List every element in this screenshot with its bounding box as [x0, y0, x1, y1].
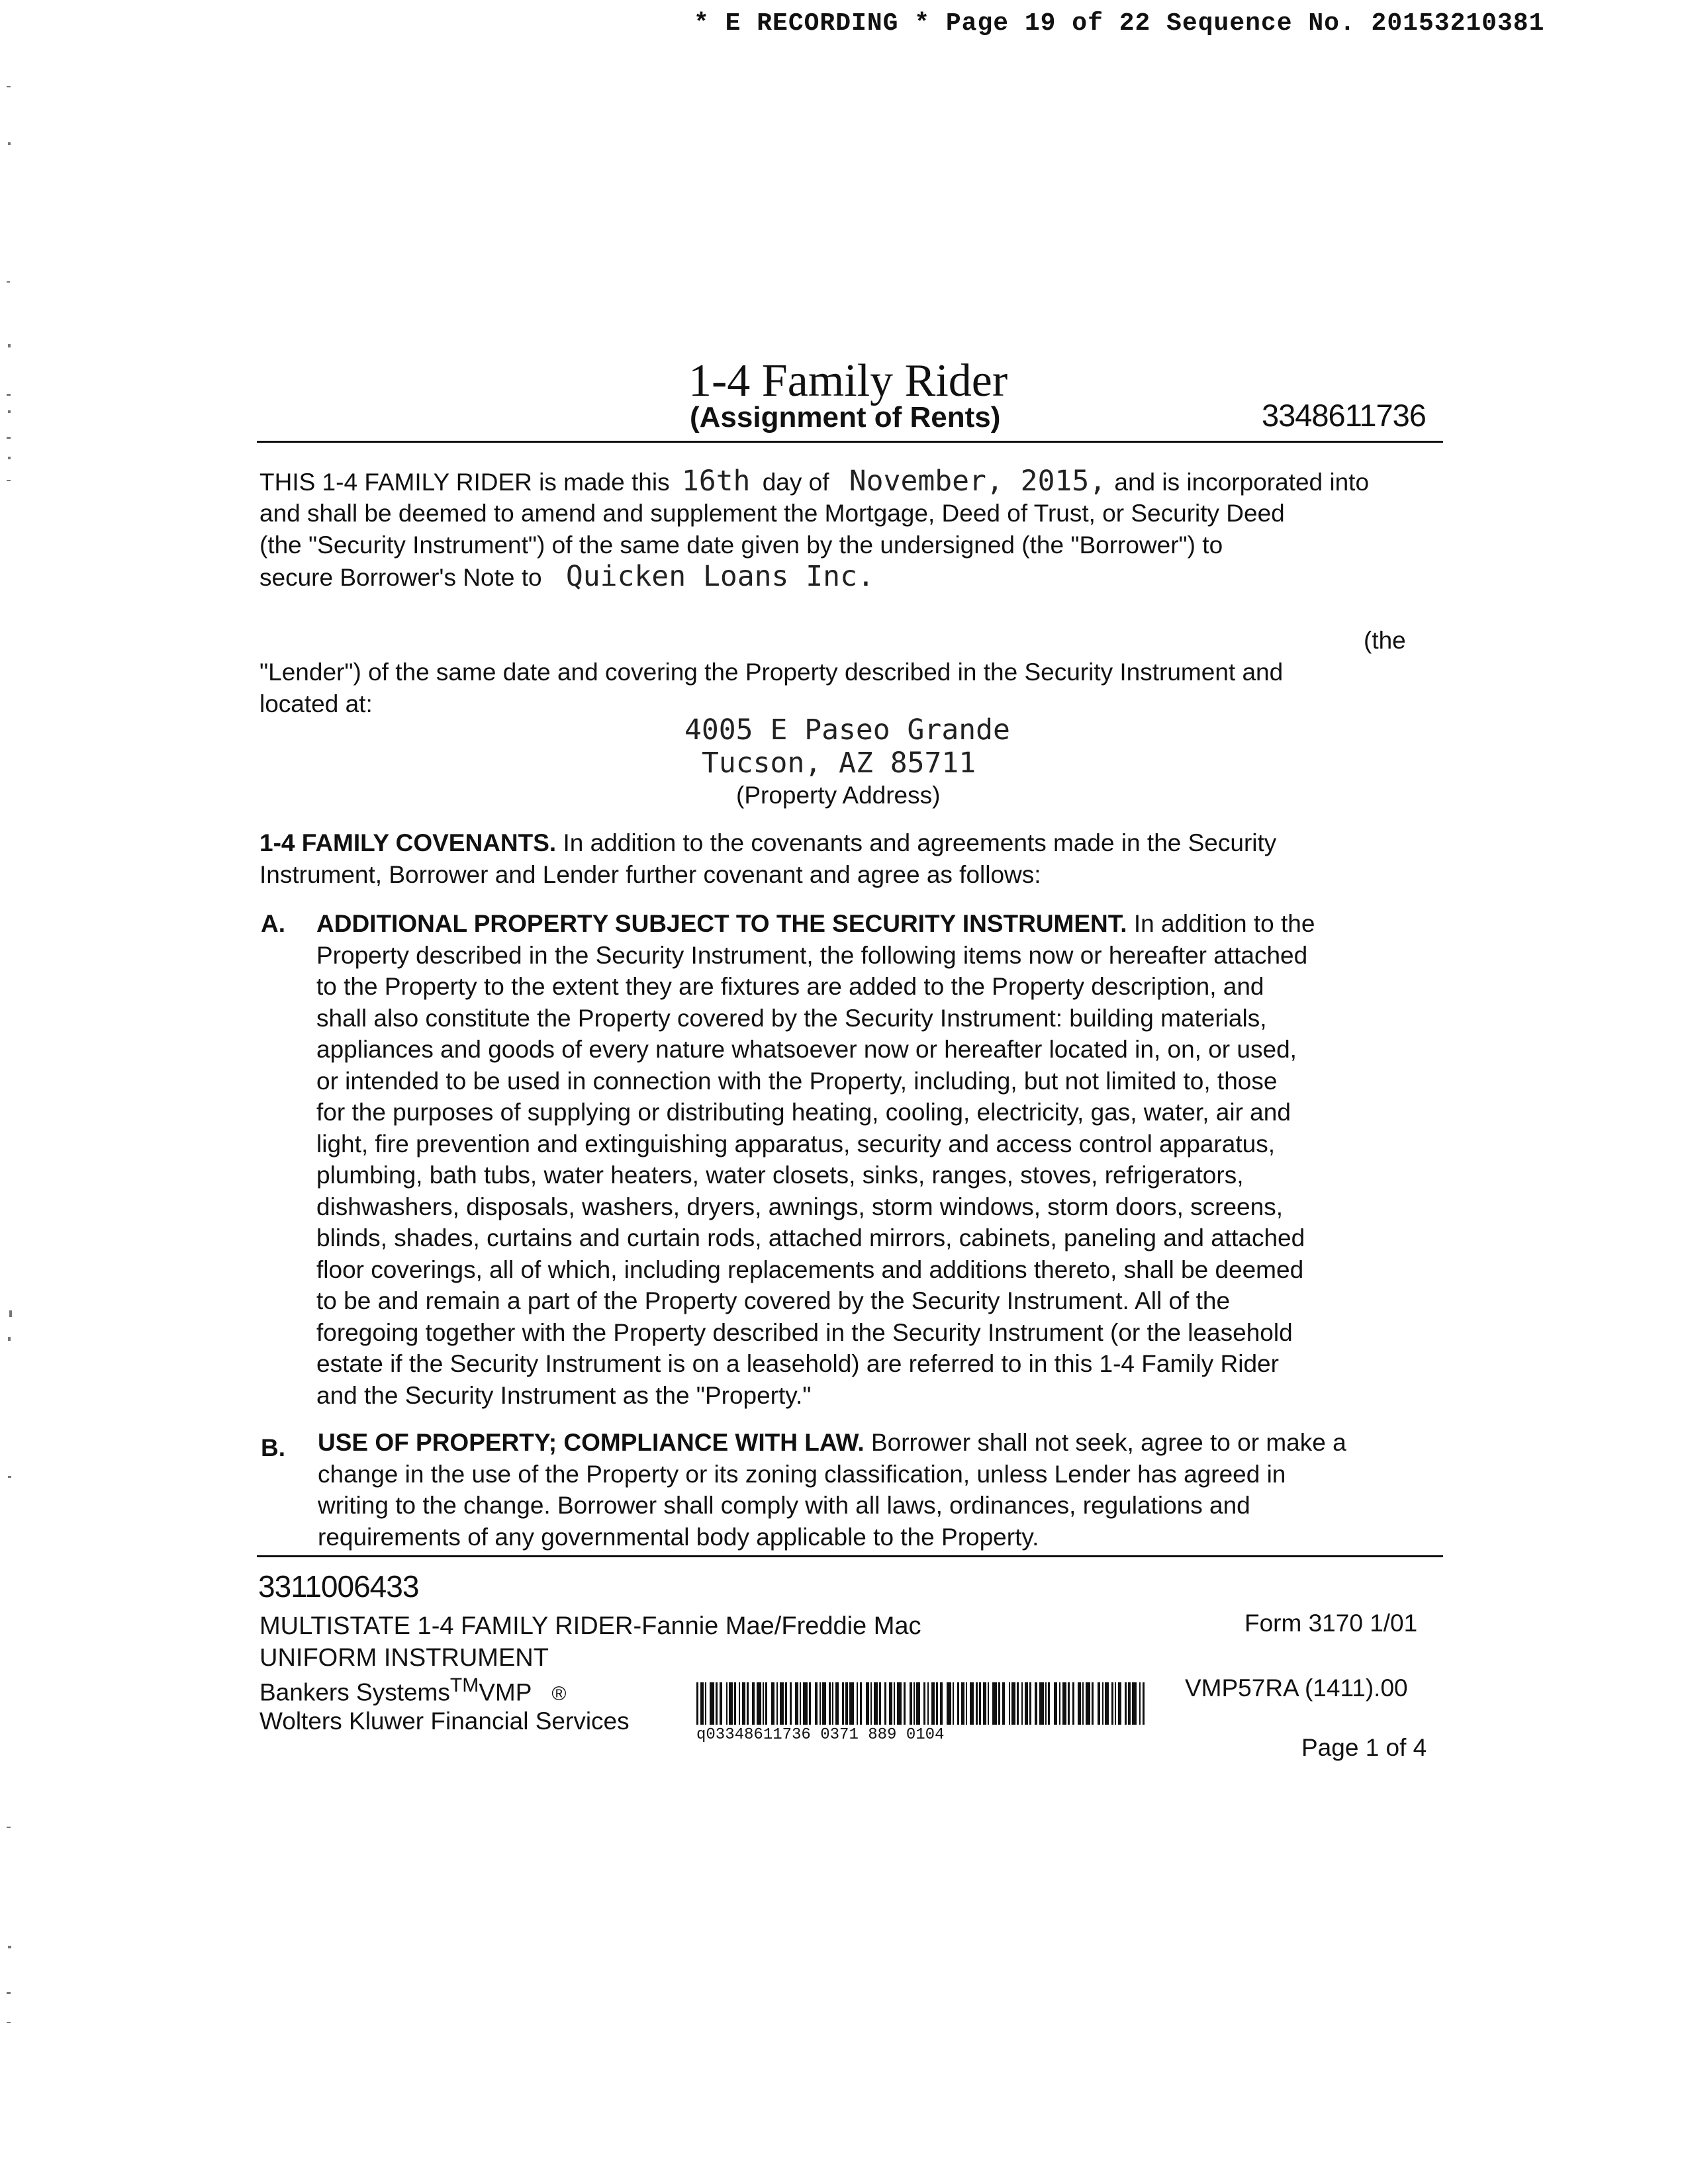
barcode-bar: [992, 1682, 997, 1725]
barcode-bar: [897, 1682, 902, 1725]
scan-speck: [7, 2022, 11, 2023]
intro-line-3: (the "Security Instrument") of the same date given by the undersigned (the "Borrower") to: [259, 531, 1223, 559]
section-b: [318, 1427, 1346, 1553]
barcode-bar: [795, 1682, 798, 1725]
barcode: [696, 1682, 1148, 1725]
barcode-bar: [752, 1682, 755, 1725]
barcode-bar: [815, 1682, 818, 1725]
barcode-bar: [849, 1682, 854, 1725]
barcode-bar: [696, 1682, 698, 1725]
barcode-bar: [822, 1682, 826, 1725]
intro-line-4: [259, 561, 874, 594]
section-b-heading: USE OF PROPERTY; COMPLIANCE WITH LAW.: [318, 1429, 865, 1456]
barcode-bar: [757, 1682, 761, 1725]
barcode-bar: [947, 1682, 951, 1725]
barcode-bar: [1115, 1682, 1116, 1725]
barcode-bar: [1059, 1682, 1060, 1725]
scan-speck: [8, 1476, 11, 1478]
section-b-line: requirements of any governmental body applicable to the Property.: [318, 1523, 1039, 1551]
barcode-bar: [1029, 1682, 1031, 1725]
barcode-bar: [910, 1682, 912, 1725]
barcode-bar: [923, 1682, 925, 1725]
barcode-bar: [916, 1682, 920, 1725]
vmp-mark: VMP: [479, 1678, 532, 1706]
document-title: 1-4 Family Rider: [688, 355, 1008, 406]
section-a-line: or intended to be used in connection with the Property, including, but not limited to, those: [316, 1067, 1278, 1095]
barcode-bar: [914, 1682, 915, 1725]
registered-mark: ®: [551, 1683, 567, 1706]
property-city-state-zip: Tucson, AZ 85711: [702, 747, 976, 780]
section-a-line: to be and remain a part of the Property covered by the Security Instrument. All of the: [316, 1287, 1231, 1314]
barcode-bar: [1082, 1682, 1084, 1725]
section-a-line: for the purposes of supplying or distributing heating, cooling, electricity, gas, water, air and: [316, 1099, 1291, 1126]
barcode-bar: [845, 1682, 848, 1725]
intro-line-2: and shall be deemed to amend and supplement the Mortgage, Deed of Trust, or Security Deed: [259, 500, 1285, 527]
barcode-bar: [835, 1682, 839, 1725]
barcode-bar: [961, 1682, 964, 1725]
recording-header: * E RECORDING * Page 19 of 22 Sequence No. 20153210381: [694, 9, 1545, 38]
section-a-line: foregoing together with the Property described in the Security Instrument (or the leasehold: [316, 1318, 1293, 1346]
barcode-bar: [988, 1682, 989, 1725]
scan-speck: [8, 1337, 11, 1341]
barcode-bar: [1102, 1682, 1103, 1725]
barcode-bar: [1098, 1682, 1100, 1725]
barcode-bar: [1086, 1682, 1090, 1725]
barcode-bar: [940, 1682, 943, 1725]
scan-speck: [7, 480, 11, 481]
barcode-bar: [1068, 1682, 1070, 1725]
section-a-text: In addition to the: [1133, 910, 1315, 937]
barcode-bar: [866, 1682, 869, 1725]
barcode-bar: [785, 1682, 787, 1725]
covenants-intro-line-2: Instrument, Borrower and Lender further covenant and agree as follows:: [259, 861, 1041, 888]
scan-speck: [8, 410, 11, 413]
property-street: 4005 E Paseo Grande: [684, 713, 1010, 747]
rider-day: 16th: [681, 465, 751, 498]
scan-speck: [7, 394, 11, 396]
barcode-bar: [1011, 1682, 1015, 1725]
footer-form-name-2: UNIFORM INSTRUMENT: [259, 1644, 549, 1672]
section-b-text: Borrower shall not seek, agree to or make a: [870, 1429, 1346, 1456]
barcode-bar: [820, 1682, 821, 1725]
barcode-bar: [1128, 1682, 1131, 1725]
barcode-bar: [870, 1682, 872, 1725]
section-a-line: floor coverings, all of which, including replacements and additions thereto, shall be deemed: [316, 1255, 1304, 1283]
barcode-bar: [957, 1682, 959, 1725]
barcode-bar: [710, 1682, 714, 1725]
section-a-line: shall also constitute the Property covered by the Security Instrument: building materials,: [316, 1004, 1267, 1032]
barcode-bar: [976, 1682, 978, 1725]
barcode-bar: [1025, 1682, 1028, 1725]
property-address-label: (Property Address): [736, 782, 941, 809]
barcode-bar: [927, 1682, 929, 1725]
barcode-bar: [966, 1682, 967, 1725]
footer-page-number: Page 1 of 4: [1301, 1734, 1427, 1761]
barcode-bar: [747, 1682, 749, 1725]
covenants-text: In addition to the covenants and agreements made in the Security: [563, 829, 1277, 856]
barcode-bar: [1039, 1682, 1044, 1725]
barcode-bar: [1035, 1682, 1037, 1725]
barcode-bar: [1054, 1682, 1057, 1725]
barcode-bar: [983, 1682, 986, 1725]
barcode-bar: [705, 1682, 706, 1725]
scan-speck: [7, 437, 11, 439]
barcode-bar: [979, 1682, 981, 1725]
barcode-bar: [734, 1682, 736, 1725]
barcode-bar: [765, 1682, 767, 1725]
section-b-letter: B.: [261, 1434, 285, 1461]
barcode-bar: [1009, 1682, 1010, 1725]
barcode-bar: [879, 1682, 881, 1725]
publisher-name: Bankers Systems: [259, 1678, 450, 1706]
intro-text: and is incorporated into: [1114, 469, 1370, 496]
section-a-line: dishwashers, disposals, washers, dryers, awnings, storm windows, storm doors, screens,: [316, 1193, 1283, 1220]
intro-text: day of: [762, 469, 829, 496]
barcode-bar: [1021, 1682, 1023, 1725]
barcode-bar: [1092, 1682, 1094, 1725]
barcode-bar: [742, 1682, 745, 1725]
section-a-line-1: [316, 908, 1315, 940]
barcode-bar: [857, 1682, 858, 1725]
barcode-bar: [1139, 1682, 1141, 1725]
section-b-line: change in the use of the Property or its zoning classification, unless Lender has agreed in: [318, 1460, 1286, 1488]
scan-speck: [8, 1946, 11, 1948]
scan-speck: [7, 1992, 11, 1994]
barcode-bar: [860, 1682, 862, 1725]
barcode-bar: [1045, 1682, 1047, 1725]
intro-line-1: [259, 466, 1369, 498]
section-a-line: appliances and goods of every nature whatsoever now or hereafter located in, on, or used,: [316, 1036, 1297, 1063]
barcode-bar: [970, 1682, 974, 1725]
barcode-bar: [729, 1682, 733, 1725]
barcode-bar: [1118, 1682, 1121, 1725]
section-a-letter: A.: [261, 910, 285, 937]
barcode-bar: [931, 1682, 935, 1725]
barcode-bar: [803, 1682, 808, 1725]
section-a-line: light, fire prevention and extinguishing apparatus, security and access control apparatus,: [316, 1130, 1275, 1158]
barcode-bar: [832, 1682, 833, 1725]
barcode-bar: [894, 1682, 895, 1725]
section-a-line: blinds, shades, curtains and curtain rods, attached mirrors, cabinets, paneling and attached: [316, 1224, 1305, 1251]
barcode-bar: [1105, 1682, 1109, 1725]
scan-speck: [7, 86, 11, 87]
section-a-line: and the Security Instrument as the "Property.": [316, 1381, 812, 1409]
barcode-bar: [809, 1682, 811, 1725]
barcode-bar: [800, 1682, 801, 1725]
scan-speck: [9, 1310, 12, 1317]
scan-speck: [8, 142, 11, 145]
section-a-line: Property described in the Security Instrument, the following items now or hereafter attached: [316, 941, 1308, 969]
barcode-bar: [1062, 1682, 1066, 1725]
barcode-bar: [716, 1682, 718, 1725]
barcode-bar: [904, 1682, 906, 1725]
footer-doc-id: 3311006433: [258, 1569, 419, 1604]
barcode-bar: [1048, 1682, 1050, 1725]
located-at: located at:: [259, 690, 373, 717]
section-a-line: plumbing, bath tubs, water heaters, water closets, sinks, ranges, stoves, refrigerators,: [316, 1161, 1244, 1189]
footer-vmp-code: VMP57RA (1411).00: [1185, 1674, 1408, 1702]
barcode-bar: [780, 1682, 784, 1725]
section-b-line: writing to the change. Borrower shall comply with all laws, ordinances, regulations and: [318, 1492, 1250, 1519]
barcode-bar: [1017, 1682, 1019, 1725]
barcode-bar: [936, 1682, 938, 1725]
section-a-heading: ADDITIONAL PROPERTY SUBJECT TO THE SECURITY INSTRUMENT.: [316, 910, 1127, 937]
footer-publisher-1: [259, 1674, 567, 1706]
section-a: [316, 908, 1315, 1411]
section-b-line-1: [318, 1427, 1346, 1459]
barcode-bar: [763, 1682, 764, 1725]
scan-speck: [7, 1827, 11, 1828]
barcode-bar: [790, 1682, 792, 1725]
barcode-bar: [1002, 1682, 1005, 1725]
barcode-bar: [771, 1682, 774, 1725]
section-a-line: estate if the Security Instrument is on a leasehold) are referred to in this 1-4 Family Rider: [316, 1350, 1279, 1377]
scan-speck: [8, 457, 11, 459]
barcode-bar: [889, 1682, 892, 1725]
barcode-bar: [739, 1682, 740, 1725]
the-label: (the: [1364, 627, 1406, 654]
barcode-bar: [884, 1682, 886, 1725]
covenants-intro-line-1: [259, 827, 1276, 859]
barcode-bar: [1072, 1682, 1074, 1725]
title-rule: [257, 441, 1443, 443]
rider-month-year: November, 2015,: [849, 465, 1107, 498]
trademark-mark: TM: [449, 1674, 479, 1696]
barcode-bar: [726, 1682, 727, 1725]
barcode-bar: [700, 1682, 704, 1725]
lender-line: "Lender") of the same date and covering the Property described in the Security Instrument and: [259, 659, 1284, 686]
barcode-bar: [1078, 1682, 1081, 1725]
barcode-bar: [720, 1682, 722, 1725]
barcode-bar: [998, 1682, 1000, 1725]
section-a-line: to the Property to the extent they are fixtures are added to the Property description, and: [316, 973, 1264, 1000]
intro-text: THIS 1-4 FAMILY RIDER is made this: [259, 469, 670, 496]
barcode-bar: [842, 1682, 844, 1725]
barcode-bar: [874, 1682, 878, 1725]
barcode-bar: [1143, 1682, 1145, 1725]
footer-publisher-2: Wolters Kluwer Financial Services: [259, 1707, 630, 1735]
barcode-bar: [953, 1682, 954, 1725]
barcode-bar: [1132, 1682, 1137, 1725]
scan-speck: [8, 344, 11, 347]
barcode-bar: [1125, 1682, 1127, 1725]
footer-form-number: Form 3170 1/01: [1244, 1610, 1418, 1637]
footer-rule: [257, 1555, 1443, 1557]
barcode-bar: [829, 1682, 831, 1725]
lender-name: Quicken Loans Inc.: [565, 560, 874, 593]
document-subtitle: (Assignment of Rents): [690, 401, 1001, 433]
barcode-bar: [1111, 1682, 1113, 1725]
scan-speck: [7, 281, 10, 283]
intro-text: secure Borrower's Note to: [259, 564, 542, 591]
loan-number: 3348611736: [1262, 398, 1426, 433]
barcode-bar: [776, 1682, 778, 1725]
footer-form-name-1: MULTISTATE 1-4 FAMILY RIDER-Fannie Mae/Freddie Mac: [259, 1612, 921, 1640]
covenants-heading: 1-4 FAMILY COVENANTS.: [259, 829, 557, 856]
barcode-text: q03348611736 0371 889 0104: [696, 1726, 945, 1744]
